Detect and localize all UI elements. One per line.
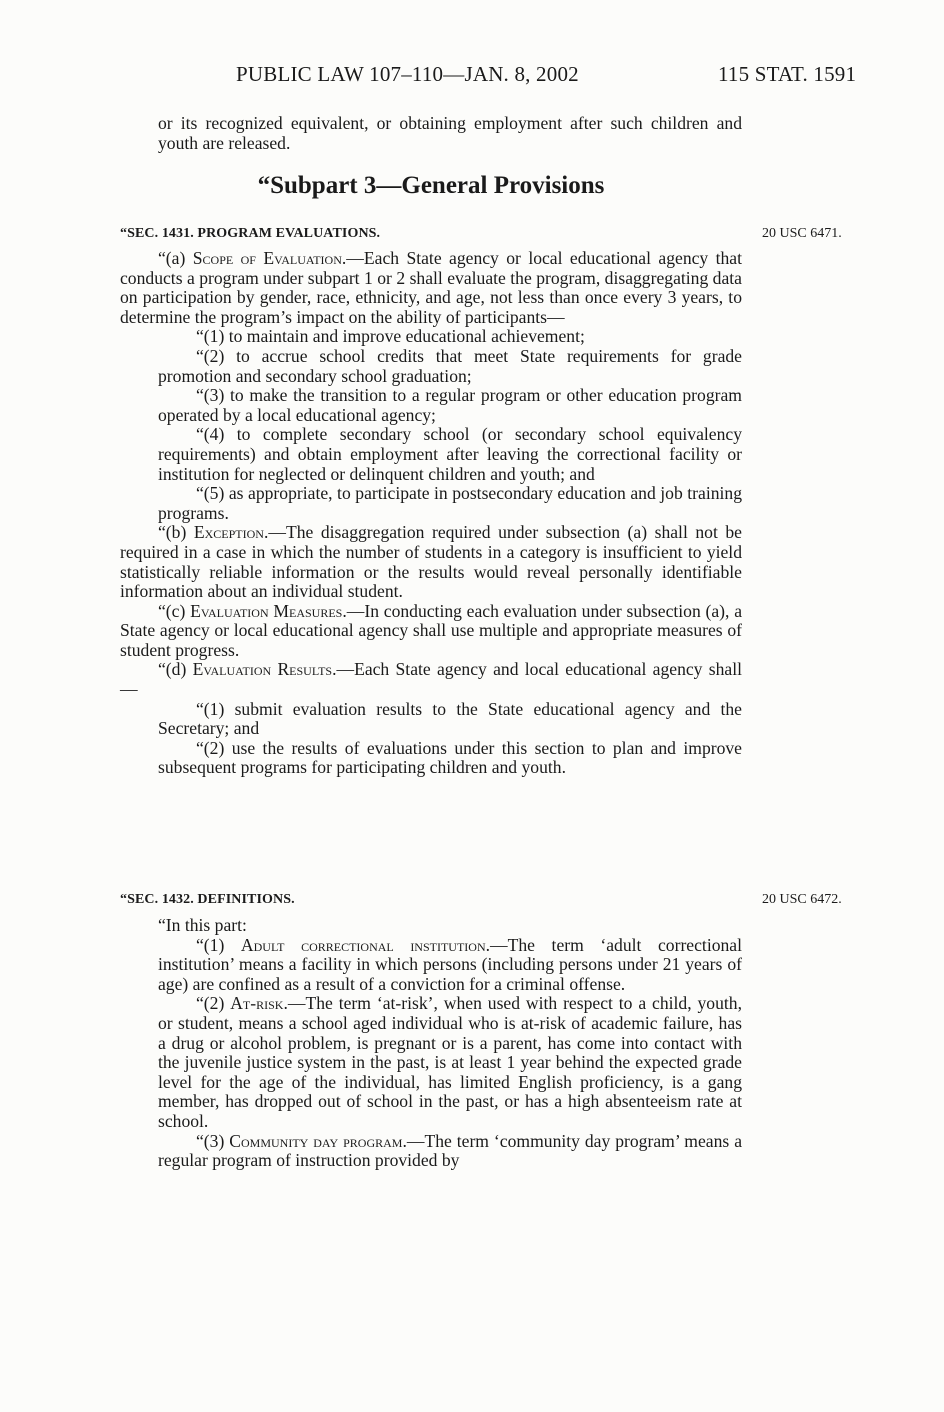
- definition-2-text: .—The term ‘at-risk’, when used with respect to a child, youth, or student, means a school aged individual who is at-risk of academic failure, has a drug or alcohol problem, is pregnant or is a parent, has come into contact with the juvenile justice system in the past, is at least 1 year behind the expected grade level for the age of the individual, has limited English proficiency, is a gang member, has dropped out of school in the past, or has a high absenteeism rate at school.: [158, 993, 742, 1131]
- subsection-b-label: Exception: [193, 522, 264, 543]
- subsection-b-open: “(b): [158, 522, 194, 543]
- definition-1-text: .—The term ‘adult correctional institution’ means a facility in which persons (including persons under 21 years of age) are confined as a result of a conviction for a criminal offense.: [158, 934, 742, 994]
- subsection-b-text: .—The disaggregation required under subsection (a) shall not be required in a case in which the number of students in a category is insufficient to yield statistically reliable information or the results would reveal personally identifiable information about an individual student.: [120, 522, 742, 602]
- section-1432-heading: “SEC. 1432. DEFINITIONS.: [120, 892, 295, 907]
- subpart-title: “Subpart 3—General Provisions: [257, 172, 605, 199]
- subsection-b: [120, 523, 742, 601]
- subsection-d-item-1: “(1) submit evaluation results to the State educational agency and the Secretary; and: [158, 698, 742, 739]
- subsection-c-text: .—In conducting each evaluation under subsection (a), a State agency or local educational agency shall use multiple and appropriate measures of student progress.: [120, 600, 742, 660]
- section-1431-margin-note: 20 USC 6471.: [762, 226, 842, 241]
- subsection-c-label: Evaluation Measures: [190, 600, 343, 621]
- definition-3-open: “(3): [196, 1130, 230, 1151]
- subsection-c-open: “(c): [158, 600, 191, 621]
- subsection-a-item-4: “(4) to complete secondary school (or secondary school equivalency requirements) and obtain employment after leaving the correctional facility or institution for neglected or delinquent children and youth; and: [158, 424, 742, 484]
- subsection-d-item-2: “(2) use the results of evaluations under this section to plan and improve subsequent programs for participating children and youth.: [158, 737, 742, 778]
- definition-1-label: Adult correctional institution: [240, 934, 486, 955]
- subsection-a-text: .—Each State agency or local educational agency that conducts a program under subpart 1 or 2 shall evaluate the program, disaggregating data on participation by gender, race, ethnicity, and age, not less than once every 3 years, to determine the program’s impact on the ability of participants—: [120, 248, 743, 327]
- subsection-a-label: Scope of Evaluation: [192, 248, 342, 268]
- section-1432-body: [120, 916, 742, 1171]
- section-1431-heading: “SEC. 1431. PROGRAM EVALUATIONS.: [120, 226, 381, 241]
- subsection-a-item-1: “(1) to maintain and improve educational achievement;: [196, 326, 585, 347]
- subsection-a-item-3: “(3) to make the transition to a regular program or other education program operated by a local educational agency;: [158, 385, 742, 425]
- subsection-d-label: Evaluation Results: [192, 659, 333, 680]
- subsection-d-items: [120, 700, 742, 778]
- definition-1: [120, 936, 742, 995]
- subsection-a: [120, 249, 742, 327]
- subsection-a-items: [120, 327, 742, 523]
- subsection-d-open: “(d): [158, 659, 193, 680]
- subsection-a-item-2: “(2) to accrue school credits that meet State requirements for grade promotion and secondary school graduation;: [158, 345, 742, 386]
- definition-3-text: .—The term ‘community day program’ means a regular program of instruction provided by: [158, 1130, 742, 1171]
- top-paragraph: [120, 114, 742, 153]
- section-1431-body: [120, 249, 742, 778]
- subsection-d: [120, 660, 742, 699]
- definition-2: [120, 994, 742, 1131]
- subsection-d-text: .—Each State agency and local educational agency shall—: [120, 659, 742, 700]
- definition-1-open: “(1): [196, 934, 241, 955]
- section-1432-margin-note: 20 USC 6472.: [762, 892, 842, 907]
- running-header-stat: 115 STAT. 1591: [718, 62, 857, 86]
- definition-3: [120, 1132, 742, 1171]
- subsection-a-item-5: “(5) as appropriate, to participate in postsecondary education and job training programs.: [158, 483, 742, 523]
- subsection-c: [120, 602, 742, 661]
- definition-2-open: “(2): [196, 993, 231, 1014]
- definition-3-label: Community day program: [229, 1130, 403, 1151]
- definitions-intro: “In this part:: [158, 915, 247, 935]
- definitions-list: [120, 936, 742, 1171]
- definition-2-label: At-risk: [230, 993, 284, 1014]
- top-paragraph-text: or its recognized equivalent, or obtaining employment after such children and youth are released.: [158, 113, 742, 153]
- running-header-title: PUBLIC LAW 107–110—JAN. 8, 2002: [236, 62, 579, 86]
- subsection-a-open: “(a): [158, 248, 193, 268]
